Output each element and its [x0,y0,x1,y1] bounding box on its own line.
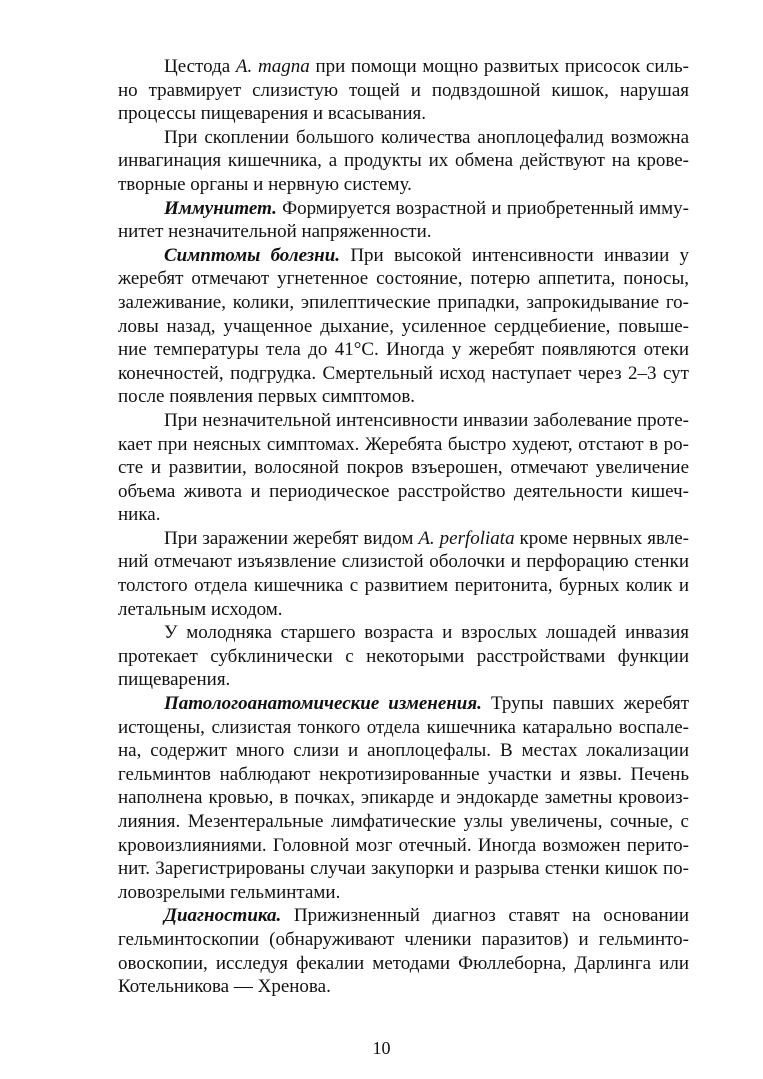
text-segment: залеживание, колики, эпилептические припадки, запрокидывание го- [118,291,689,313]
text-line [72,763,689,787]
text-segment: толстого отдела кишечника с развитием перитонита, бурных колик и [118,575,689,597]
text-segment: инвагинация кишечника, а продукты их обмена действуют на крове- [118,150,689,172]
paragraph [72,197,689,244]
text-segment: объема живота и периодическое расстройство деятельности кишеч- [118,480,689,502]
text-segment: при помощи мощно развитых присосок силь- [309,56,690,77]
text-line [72,197,689,221]
text-segment: после появления первых симптомов. [118,386,416,408]
text-line [72,149,689,173]
italic-term: A. perfoliata [418,527,515,549]
text-segment: гельминтоскопии (обнаруживают членики паразитов) и гельминто- [118,928,689,950]
text-line [72,716,689,740]
text-segment: ловозрелыми гельминтами. [118,881,341,903]
text-segment: ловы назад, учащенное дыхание, усиленное сердцебиение, повыше- [118,315,689,337]
text-line [72,739,689,763]
text-line [72,173,689,197]
text-line [72,362,689,386]
text-segment: наполнена кровью, в почках, эпикарде и эндокарде заметны кровоиз- [118,787,689,809]
paragraph [72,244,689,409]
text-line [72,786,689,810]
text-line [72,692,689,716]
text-segment: нитет незначительной напряженности. [118,221,432,243]
text-segment: кровоизлияниями. Головной мозг отечный. Иногда возможен перито- [118,834,689,856]
text-line [72,857,689,881]
paragraph [72,692,689,904]
text-segment: гельминтов наблюдают некротизированные участки и язвы. Печень [118,763,689,785]
paragraph [72,527,689,621]
text-line [72,834,689,858]
text-segment: протекает субклинически с некоторыми расстройствами функции [118,645,689,667]
text-line [72,385,689,409]
text-line [72,79,689,103]
page-body [72,55,689,999]
text-line [72,291,689,315]
text-segment: При незначительной интенсивности инвазии заболевание проте- [164,409,689,431]
text-line [72,550,689,574]
text-line [72,904,689,928]
text-line [72,527,689,551]
page-number: 10 [372,1038,391,1058]
text-line [72,574,689,598]
text-segment: ние температуры тела до 41°С. Иногда у жеребят появляются отеки [118,339,689,361]
text-line [72,456,689,480]
italic-term: A. magna [235,56,310,77]
text-segment: При высокой интенсивности инвазии у [340,244,690,266]
text-line [72,315,689,339]
text-segment: ний отмечают изъязвление слизистой оболочки и перфорацию стенки [118,551,689,573]
text-line [72,810,689,834]
text-line [72,881,689,905]
paragraph [72,409,689,527]
text-line [72,480,689,504]
text-segment: У молодняка старшего возраста и взрослых лошадей инвазия [164,622,689,644]
text-line [72,220,689,244]
text-segment: но травмирует слизистую тощей и подвздошной кишок, нарушая [118,79,689,101]
text-line [72,409,689,433]
paragraph [72,621,689,692]
text-segment: сте и развитии, волосяной покров взъерошен, отмечают увеличение [118,457,689,479]
text-segment: Цестода [164,56,236,77]
text-segment: жеребят отмечают угнетенное состояние, потерю аппетита, поносы, [118,268,689,290]
text-segment: летальным исходом. [118,598,283,620]
text-segment: нит. Зарегистрированы случаи закупорки и разрыва стенки кишок по- [118,858,689,880]
section-heading: Патологоанатомические изменения. [164,693,482,715]
section-heading: Иммунитет. [164,197,277,219]
text-line [72,503,689,527]
section-heading: Диагностика. [164,905,282,927]
text-segment: кроме нервных явле- [514,527,689,549]
text-line [72,338,689,362]
text-segment: Формируется возрастной и приобретенный имму- [276,197,689,219]
text-segment: кает при неясных симптомах. Жеребята быстро худеют, отстают в ро- [118,433,689,455]
text-line [72,598,689,622]
text-segment: Котельникова — Хренова. [118,976,331,998]
section-heading: Симптомы болезни. [164,244,341,266]
text-segment: на, содержит много слизи и аноплоцефалы. В местах локализации [118,740,689,762]
text-segment: творные органы и нервную систему. [118,173,412,195]
text-segment: Трупы павших жеребят [481,693,689,715]
text-segment: При заражении жеребят видом [164,527,419,549]
text-segment: ника. [118,504,161,526]
paragraph [72,55,689,126]
text-line [72,244,689,268]
text-line [72,126,689,150]
text-line [72,621,689,645]
text-segment: процессы пищеварения и всасывания. [118,103,426,125]
text-line [72,668,689,692]
text-segment: Прижизненный диагноз ставят на основании [281,905,689,927]
paragraph [72,904,689,998]
text-segment: конечностей, подгрудка. Смертельный исход наступает через 2–3 сут [118,362,689,384]
text-segment: истощены, слизистая тонкого отдела кишечника катарально воспале- [118,716,689,738]
text-segment: овоскопии, исследуя фекалии методами Фюллеборна, Дарлинга или [118,952,689,974]
text-segment: При скоплении большого количества аноплоцефалид возможна [164,126,689,148]
paragraph [72,126,689,197]
text-line [72,975,689,999]
text-line [72,102,689,126]
text-line [72,267,689,291]
text-line [72,645,689,669]
text-line [72,55,689,79]
text-line [72,928,689,952]
text-line [72,952,689,976]
text-segment: лияния. Мезентеральные лимфатические узлы увеличены, сочные, с [118,811,689,832]
text-segment: пищеварения. [118,669,231,691]
text-line [72,433,689,457]
